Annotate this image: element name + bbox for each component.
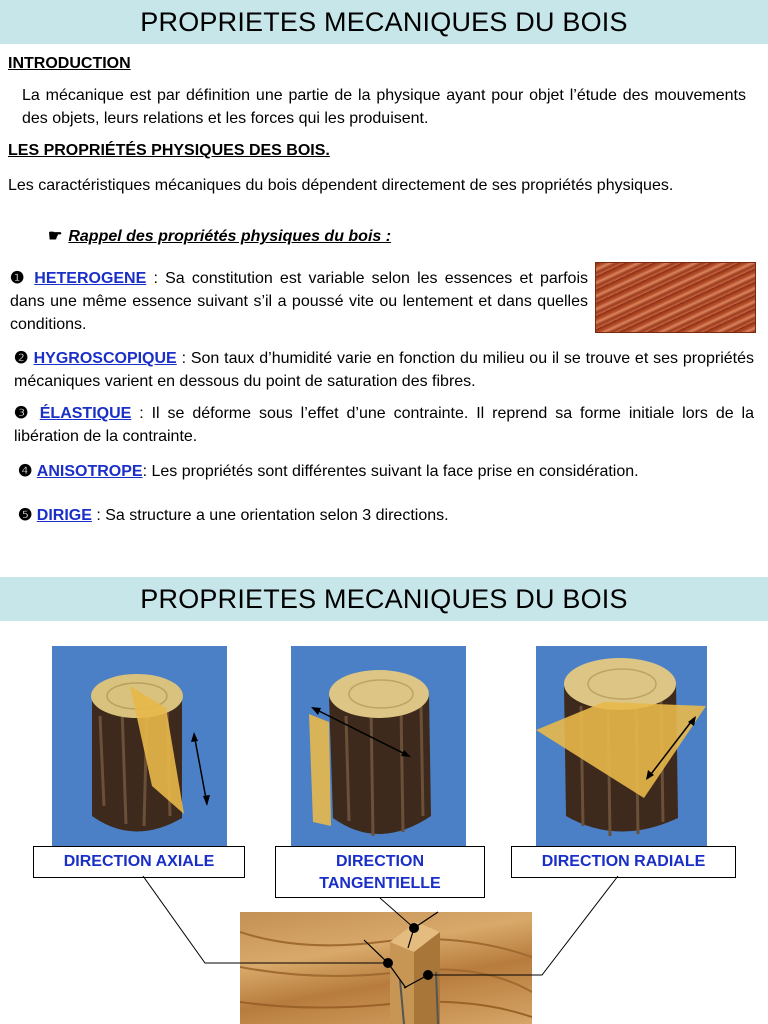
label-line: DIRECTION [336,853,424,870]
property-text: : Sa constitution est variable selon les essences et parfois dans une même essence suivant s’il a poussé vite ou lentement et dans quelles conditions. [10,270,589,333]
property-keyword: DIRIGE [36,507,92,524]
label-line: TANGENTIELLE [319,875,441,892]
hand-pointing-icon: ☛ [48,228,63,245]
slide-title-2: PROPRIETES MECANIQUES DU BOIS [0,577,768,621]
property-keyword: ÉLASTIQUE [39,405,132,422]
property-text: : Sa structure a une orientation selon 3 directions. [91,507,449,524]
label-direction-radiale: DIRECTION RADIALE [511,846,736,878]
label-direction-axiale: DIRECTION AXIALE [33,846,245,878]
property-number: ❹ [18,463,33,480]
property-keyword: HETEROGENE [34,270,147,287]
property-heterogene [10,267,588,336]
log-photo-tangential [291,646,466,846]
property-keyword: ANISOTROPE [36,463,143,480]
rappel-text: Rappel des propriétés physiques du bois : [68,228,392,245]
property-text: : Il se déforme sous l’effet d’une contrainte. Il reprend sa forme initiale lors de la libération de la contrainte. [14,405,755,445]
physical-text: Les caractéristiques mécaniques du bois dépendent directement de ses propriétés physiques. [8,177,674,194]
wood-grain-image [595,262,756,333]
property-number: ❶ [10,270,28,287]
intro-text: La mécanique est par définition une partie de la physique ayant pour objet l’étude des mouvements des objets, leurs relations et les forces qui les produisent. [22,87,746,127]
label-direction-tangentielle [275,846,485,898]
property-number: ❺ [18,507,33,524]
wood-block-photo [240,912,532,1024]
slide-title-1: PROPRIETES MECANIQUES DU BOIS [0,0,768,44]
property-number: ❸ [14,405,32,422]
property-keyword: HYGROSCOPIQUE [33,350,177,367]
property-text: : Son taux d’humidité varie en fonction du milieu ou il se trouve et ses propriétés mécaniques varient en dessous du point de saturation des fibres. [14,350,755,390]
intro-heading: INTRODUCTION [8,55,131,72]
rappel-line [48,226,391,246]
log-photo-axial [52,646,227,846]
property-dirige [18,504,718,527]
log-photo-radial [536,646,707,846]
property-hygroscopique [14,347,754,393]
property-number: ❷ [14,350,29,367]
property-elastique [14,402,754,448]
physical-heading: LES PROPRIÉTÉS PHYSIQUES DES BOIS. [8,142,330,159]
property-text: : Les propriétés sont différentes suivant la face prise en considération. [142,463,639,480]
property-anisotrope [18,460,762,483]
